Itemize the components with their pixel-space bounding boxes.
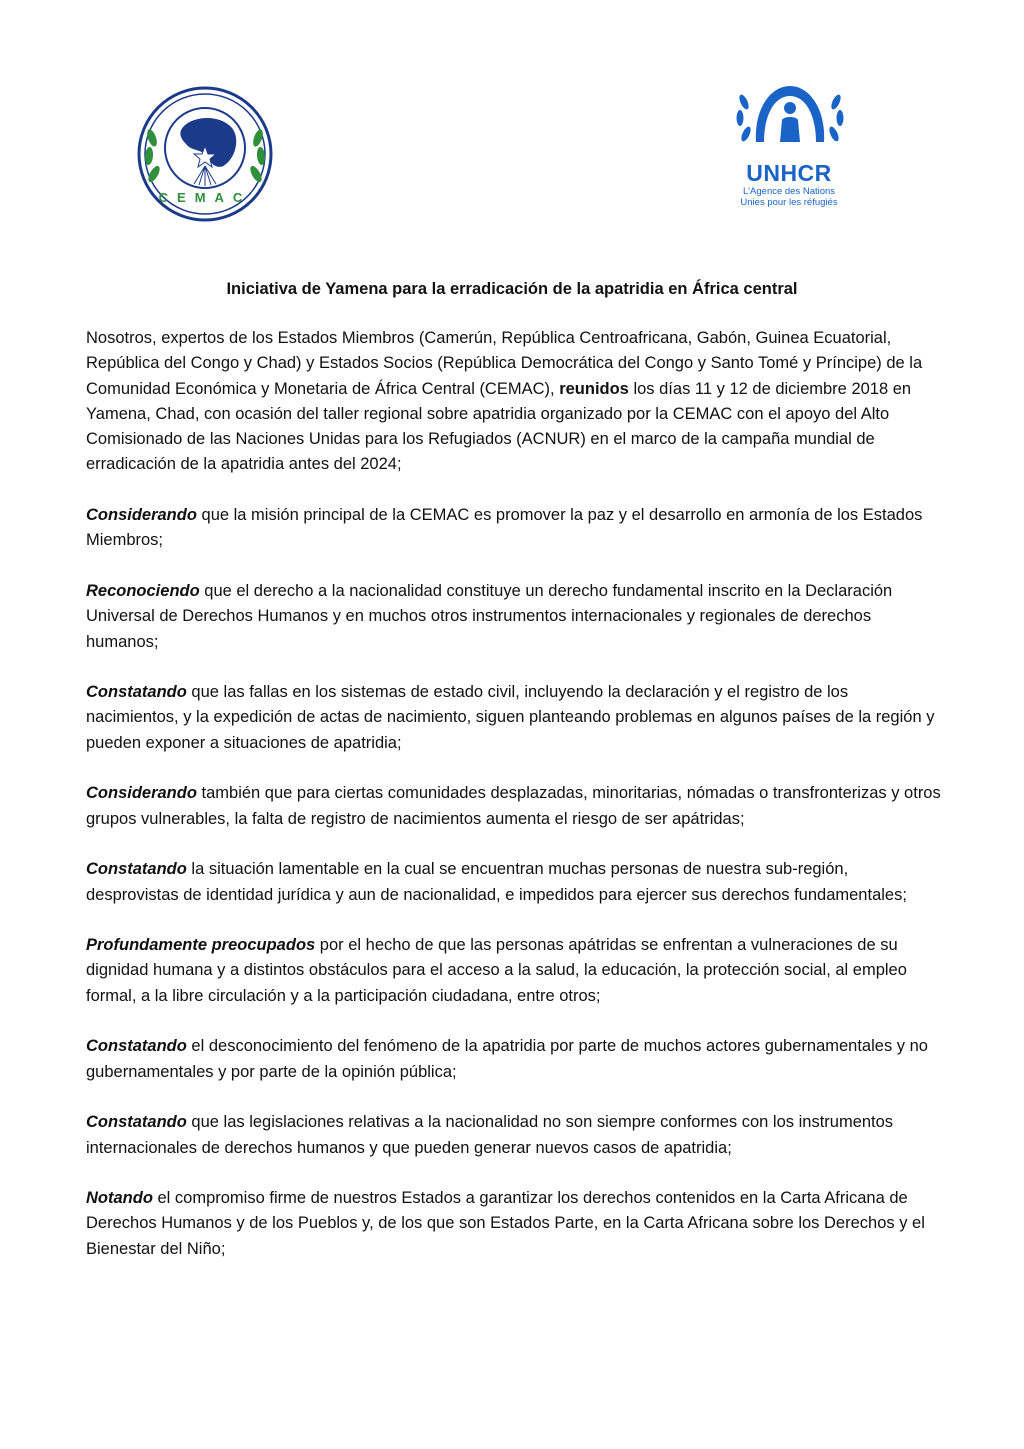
document-body <box>86 326 942 1287</box>
paragraph <box>86 680 942 756</box>
paragraph-text: la situación lamentable en la cual se encuentran muchas personas de nuestra sub-región, desprovistas de identidad jurídica y aun de nacionalidad, e impedidos para ejercer sus derechos fundamentales; <box>86 860 907 904</box>
paragraph-lead: Considerando <box>86 784 197 803</box>
paragraph <box>86 503 942 554</box>
document-title: Iniciativa de Yamena para la erradicación de la apatridia en África central <box>226 280 798 298</box>
paragraph <box>86 1110 942 1161</box>
paragraph-lead: Constatando <box>86 1037 187 1056</box>
paragraph-text: que las fallas en los sistemas de estado civil, incluyendo la declaración y el registro de los nacimientos, y la expedición de actas de nacimiento, siguen planteando problemas en algunos países de la región y pueden exponer a situaciones de apatridia; <box>86 683 935 752</box>
paragraph-text: el desconocimiento del fenómeno de la apatridia por parte de muchos actores gubernamentales y no gubernamentales y por parte de la opinión pública; <box>86 1037 928 1081</box>
intro-text-2: los días 11 y 12 de diciembre 2018 en Yamena, Chad, con ocasión del taller regional sobre apatridia organizado por la CEMAC con el apoyo del Alto Comisionado de las Naciones Unidas para los Refugiados (ACNUR) en el marco de la campaña mundial de erradicación de la apatridia antes del 2024; <box>86 379 912 474</box>
paragraph-lead: Constatando <box>86 683 187 702</box>
paragraph-text: también que para ciertas comunidades desplazadas, minoritarias, nómadas o transfronterizas y otros grupos vulnerables, la falta de registro de nacimientos aumenta el riesgo de ser apátridas; <box>86 784 941 828</box>
unhcr-logo-tagline <box>733 186 845 208</box>
paragraph <box>86 857 942 908</box>
paragraph-text: que el derecho a la nacionalidad constituye un derecho fundamental inscrito en la Declaración Universal de Derechos Humanos y en muchos otros instrumentos internacionales y regionales de derechos humanos; <box>86 581 893 651</box>
intro-paragraph <box>86 326 942 478</box>
unhcr-logo-name: UNHCR <box>746 160 832 186</box>
unhcr-emblem-icon <box>730 80 850 160</box>
paragraph-lead: Reconociendo <box>86 581 200 600</box>
cemac-logo <box>136 86 274 222</box>
intro-bold: reunidos <box>559 379 629 398</box>
paragraph <box>86 781 942 832</box>
paragraph-text: por el hecho de que las personas apátridas se enfrentan a vulneraciones de su dignidad humana y a distintos obstáculos para el acceso a la salud, la educación, la protección social, al empleo formal, a la libre circulación y a la participación ciudadana, entre otros; <box>86 936 907 1005</box>
unhcr-tagline-line-2: Unies pour les réfugiés <box>740 197 838 208</box>
paragraph <box>86 933 942 1009</box>
intro-text-1: Nosotros, expertos de los Estados Miembros (Camerún, República Centroafricana, Gabón, Guinea Ecuatorial, República del Congo y Chad) y Estados Socios (República Democrática del Congo y Santo Tomé y Príncipe) de la Comunidad Económica y Monetaria de África Central (CEMAC), <box>86 329 923 398</box>
paragraph-lead: Notando <box>86 1189 153 1208</box>
paragraph-text: que la misión principal de la CEMAC es promover la paz y el desarrollo en armonía de los Estados Miembros; <box>86 506 923 550</box>
unhcr-tagline-line-1: L'Agence des Nations <box>742 186 836 197</box>
paragraph-lead: Considerando <box>86 506 197 525</box>
paragraph <box>86 1186 942 1262</box>
paragraph-lead: Constatando <box>86 1113 187 1132</box>
paragraph-text: el compromiso firme de nuestros Estados a garantizar los derechos contenidos en la Carta Africana de Derechos Humanos y de los Pueblos y, de los que son Estados Parte, en la Carta Africana sobre los Derechos y el Bienestar del Niño; <box>86 1189 925 1258</box>
paragraph-text: que las legislaciones relativas a la nacionalidad no son siempre conformes con los instrumentos internacionales de derechos humanos y que pueden generar nuevos casos de apatridia; <box>86 1113 894 1157</box>
paragraph-lead: Constatando <box>86 860 187 879</box>
paragraph <box>86 579 942 655</box>
cemac-logo-text: CEMAC <box>158 190 252 205</box>
paragraph <box>86 1034 942 1085</box>
paragraph-lead: Profundamente preocupados <box>86 936 316 955</box>
